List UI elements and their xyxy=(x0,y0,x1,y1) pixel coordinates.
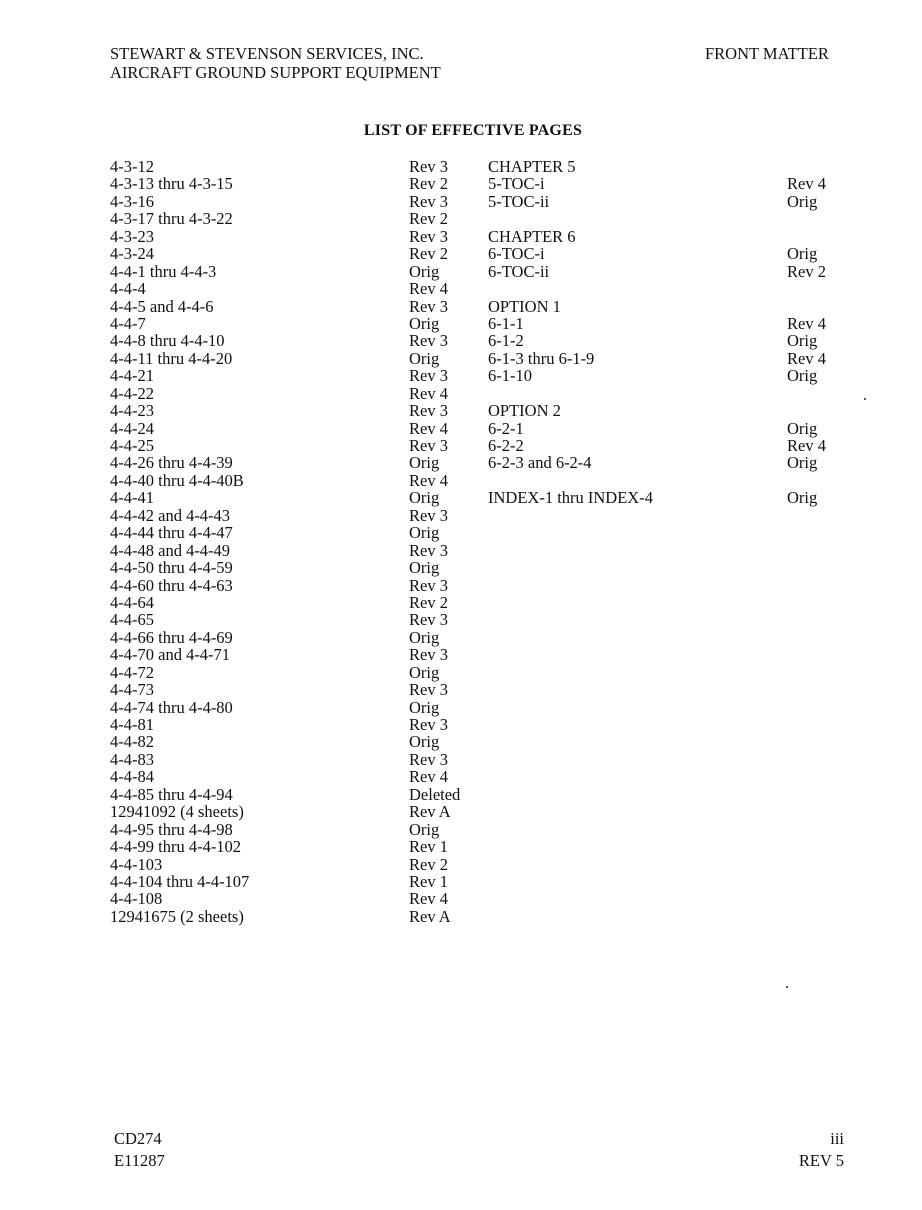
revision-entry xyxy=(787,228,847,245)
page-entry: CHAPTER 5 xyxy=(488,157,576,176)
document-number: E11287 xyxy=(114,1151,165,1170)
page-number: iii xyxy=(830,1129,844,1148)
page-entry: 4-4-108 xyxy=(110,889,163,909)
revision-entry: Rev 3 xyxy=(409,505,448,525)
page-entry: 4-4-60 thru 4-4-63 xyxy=(110,575,233,595)
revision-entry: Orig xyxy=(787,418,818,438)
revision-entry: Rev 3 xyxy=(409,575,448,595)
revision-entry xyxy=(787,158,847,175)
revision-entry: Rev 3 xyxy=(409,191,448,211)
revision-entry: Rev 2 xyxy=(409,244,448,264)
left-revision-column xyxy=(409,158,479,925)
company-name: STEWART & STEVENSON SERVICES, INC. xyxy=(110,44,424,63)
page-entry: 4-4-95 thru 4-4-98 xyxy=(110,819,233,839)
page-entry: 6-TOC-ii xyxy=(488,261,550,281)
revision-entry: Orig xyxy=(787,191,818,211)
page-entry: 4-4-7 xyxy=(110,313,146,333)
revision-entry: Orig xyxy=(409,523,440,543)
revision-entry: Orig xyxy=(409,732,440,752)
revision-entry xyxy=(787,210,847,227)
page-footer-right xyxy=(780,1128,844,1172)
revision-entry: Orig xyxy=(787,244,818,264)
revision-entry: Orig xyxy=(409,697,440,717)
page-entry xyxy=(488,280,768,297)
page-entry: 4-4-8 thru 4-4-10 xyxy=(110,331,225,351)
page-entry xyxy=(488,472,768,489)
page-entry: 4-3-23 xyxy=(110,226,154,246)
page-entry: 12941092 (4 sheets) xyxy=(110,802,244,822)
page-entry: 4-4-81 xyxy=(110,715,154,734)
page-entry: 4-3-24 xyxy=(110,244,154,264)
page-entry: 4-3-16 xyxy=(110,191,154,211)
revision-entry: Orig xyxy=(409,261,440,281)
revision-entry: Orig xyxy=(409,348,440,368)
revision-entry: Rev 3 xyxy=(409,296,448,316)
page-entry: 4-4-73 xyxy=(110,680,154,700)
page-header-left xyxy=(110,44,441,82)
page-entry: 4-4-11 thru 4-4-20 xyxy=(110,348,233,368)
page-entry: OPTION 1 xyxy=(488,296,561,316)
revision-entry: Rev 4 xyxy=(409,418,448,438)
page-entry: 4-4-22 xyxy=(110,383,154,403)
left-page-column xyxy=(110,158,390,925)
page-entry: 4-4-66 thru 4-4-69 xyxy=(110,627,233,647)
page-entry: 5-TOC-i xyxy=(488,174,545,194)
revision-entry: Rev 4 xyxy=(787,348,826,368)
revision-entry: Orig xyxy=(409,453,440,473)
page-entry: 4-4-40 thru 4-4-40B xyxy=(110,470,244,490)
page-entry: 6-1-10 xyxy=(488,366,532,386)
revision-entry: Rev 4 xyxy=(787,174,826,194)
revision-entry: Rev 4 xyxy=(787,313,826,333)
page-entry: 5-TOC-ii xyxy=(488,191,550,211)
revision-label: REV 5 xyxy=(798,1151,844,1170)
revision-entry: Rev 1 xyxy=(409,837,448,857)
page-footer-left xyxy=(114,1128,165,1172)
document-code: CD274 xyxy=(114,1129,162,1148)
page-entry: 4-4-25 xyxy=(110,436,154,455)
revision-entry: Rev 4 xyxy=(409,767,448,787)
page-entry: 6-1-3 thru 6-1-9 xyxy=(488,348,595,368)
revision-entry: Rev 2 xyxy=(787,261,826,281)
revision-entry xyxy=(787,402,847,419)
revision-entry: Rev 3 xyxy=(409,366,448,386)
page-entry: 4-4-4 xyxy=(110,279,146,299)
revision-entry: Rev 2 xyxy=(409,592,448,612)
page-entry: 4-3-17 thru 4-3-22 xyxy=(110,209,233,229)
page-entry: 4-4-65 xyxy=(110,610,154,630)
page-entry: CHAPTER 6 xyxy=(488,226,576,246)
revision-entry: Orig xyxy=(409,662,440,682)
revision-entry: Rev 4 xyxy=(409,470,448,490)
page-entry: 6-2-2 xyxy=(488,436,524,455)
revision-entry: Orig xyxy=(787,331,818,351)
page-entry: 6-2-3 and 6-2-4 xyxy=(488,453,592,473)
revision-entry: Rev 4 xyxy=(409,279,448,299)
right-revision-column xyxy=(787,158,847,507)
revision-entry: Rev 4 xyxy=(409,889,448,909)
revision-entry xyxy=(787,298,847,315)
document-subtitle: AIRCRAFT GROUND SUPPORT EQUIPMENT xyxy=(110,63,441,82)
revision-entry: Deleted xyxy=(409,784,461,804)
page-entry: 4-4-82 xyxy=(110,732,154,752)
revision-entry: Rev 3 xyxy=(409,331,448,351)
revision-entry: Orig xyxy=(409,313,440,333)
page-entry xyxy=(488,385,768,402)
revision-entry: Orig xyxy=(787,366,818,386)
revision-entry: Rev 3 xyxy=(409,749,448,769)
page-entry: 6-2-1 xyxy=(488,418,524,438)
page-entry: 6-1-1 xyxy=(488,313,524,333)
page-entry: 4-4-64 xyxy=(110,592,154,612)
revision-entry: Rev 1 xyxy=(409,871,448,891)
page-entry: 4-4-26 thru 4-4-39 xyxy=(110,453,233,473)
revision-entry: Orig xyxy=(787,488,818,508)
revision-entry: Rev A xyxy=(409,802,451,822)
revision-entry: Rev 2 xyxy=(409,209,448,229)
page-entry: 4-4-85 thru 4-4-94 xyxy=(110,784,233,804)
page-entry: 4-4-104 thru 4-4-107 xyxy=(110,871,250,891)
revision-entry: Orig xyxy=(409,819,440,839)
page-entry: 4-4-48 and 4-4-49 xyxy=(110,540,231,560)
page-entry: 4-4-42 and 4-4-43 xyxy=(110,505,231,525)
section-label: FRONT MATTER xyxy=(705,44,829,63)
page-entry: 6-TOC-i xyxy=(488,244,545,264)
revision-entry: Rev 3 xyxy=(409,436,448,455)
page-entry: 4-4-23 xyxy=(110,401,154,421)
right-page-column xyxy=(488,158,768,507)
scan-speck xyxy=(864,398,866,400)
page-entry: 12941675 (2 sheets) xyxy=(110,906,244,926)
revision-entry: Rev 3 xyxy=(409,680,448,700)
scan-speck xyxy=(786,986,788,988)
page-entry: 4-4-103 xyxy=(110,854,163,874)
revision-entry: Rev 2 xyxy=(409,854,448,874)
revision-entry xyxy=(787,280,847,297)
page-entry: 4-4-74 thru 4-4-80 xyxy=(110,697,233,717)
page-entry: 4-4-50 thru 4-4-59 xyxy=(110,558,233,578)
revision-entry: Rev 3 xyxy=(409,610,448,630)
page-entry: 4-4-24 xyxy=(110,418,154,438)
page-entry: 6-1-2 xyxy=(488,331,524,351)
page-entry: 4-4-70 and 4-4-71 xyxy=(110,645,231,665)
page-entry: 4-4-99 thru 4-4-102 xyxy=(110,837,242,857)
revision-entry: Orig xyxy=(409,558,440,578)
page-entry: 4-4-44 thru 4-4-47 xyxy=(110,523,233,543)
page-entry: 4-3-12 xyxy=(110,157,154,176)
revision-entry: Rev 3 xyxy=(409,401,448,421)
page-entry: 4-4-83 xyxy=(110,749,154,769)
revision-entry: Rev 2 xyxy=(409,174,448,194)
page-entry: 4-4-21 xyxy=(110,366,154,386)
revision-entry: Rev 3 xyxy=(409,540,448,560)
revision-entry: Rev 3 xyxy=(409,157,448,176)
page-entry: 4-4-84 xyxy=(110,767,154,787)
revision-entry: Rev 4 xyxy=(787,436,826,455)
revision-entry: Orig xyxy=(409,488,440,508)
revision-entry: Rev 3 xyxy=(409,645,448,665)
page-entry: 4-4-41 xyxy=(110,488,154,508)
page-entry: OPTION 2 xyxy=(488,401,561,421)
revision-entry: Orig xyxy=(409,627,440,647)
revision-entry: Rev 4 xyxy=(409,383,448,403)
page-entry: 4-4-5 and 4-4-6 xyxy=(110,296,214,316)
page-entry xyxy=(488,210,768,227)
revision-entry xyxy=(787,472,847,489)
revision-entry: Rev 3 xyxy=(409,715,448,734)
page-entry: 4-3-13 thru 4-3-15 xyxy=(110,174,233,194)
page-entry: 4-4-1 thru 4-4-3 xyxy=(110,261,217,281)
revision-entry: Rev A xyxy=(409,906,451,926)
page-entry: INDEX-1 thru INDEX-4 xyxy=(488,488,653,508)
page-entry: 4-4-72 xyxy=(110,662,154,682)
revision-entry: Rev 3 xyxy=(409,226,448,246)
revision-entry xyxy=(787,385,847,402)
revision-entry: Orig xyxy=(787,453,818,473)
page-title: LIST OF EFFECTIVE PAGES xyxy=(363,122,583,139)
